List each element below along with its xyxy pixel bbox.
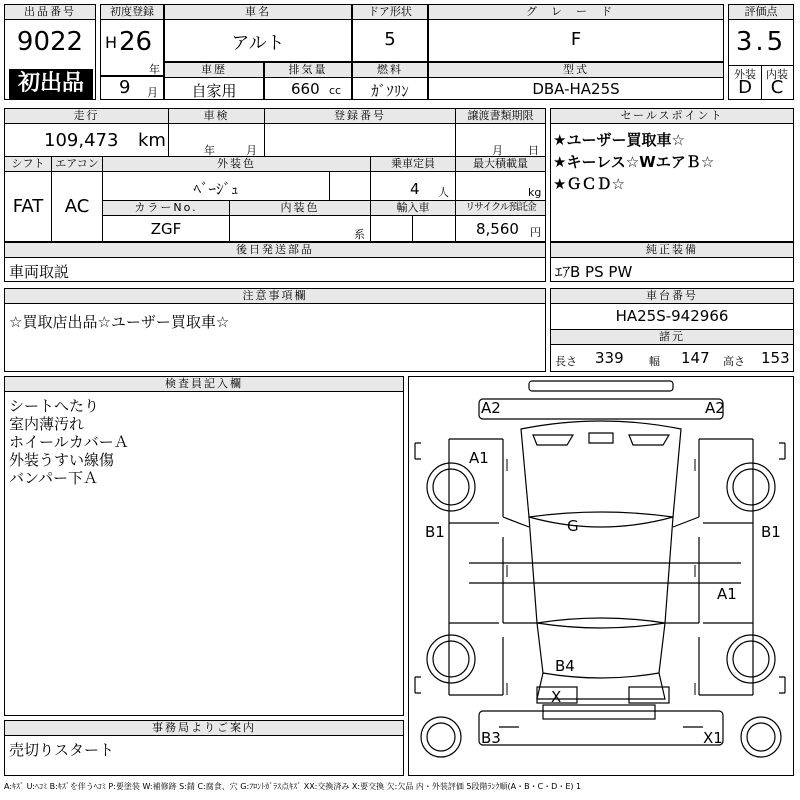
info-grid xyxy=(4,108,546,242)
fuel-value: ｶﾞｿﾘﾝ xyxy=(371,82,409,100)
later-parts-value: 車両取説 xyxy=(9,263,70,281)
office-header: 事務局よりご案内 xyxy=(5,721,403,736)
fuel-header: 燃料 xyxy=(353,63,427,78)
width-label: 幅 xyxy=(649,355,660,368)
score-box xyxy=(728,4,794,100)
history-box xyxy=(164,62,264,100)
inspector-header: 検査員記入欄 xyxy=(5,377,403,392)
inspector-box xyxy=(4,376,404,716)
car-outline-svg xyxy=(409,377,793,775)
inspector-line-4: 外装うすい線傷 xyxy=(9,451,115,469)
history-value: 自家用 xyxy=(191,82,237,100)
model-value: DBA-HA25S xyxy=(532,80,620,98)
transfer-month-unit: 月 xyxy=(492,144,503,157)
sales-point-line-3: ★ＧＣＤ☆ xyxy=(553,175,625,193)
notes-box xyxy=(4,288,546,372)
aircon-header: エアコン xyxy=(52,157,102,172)
mark-b4: B4 xyxy=(555,657,575,675)
displacement-header: 排気量 xyxy=(265,63,351,78)
inspector-line-5: バンパー下Ａ xyxy=(9,469,98,487)
dims-header: 諸元 xyxy=(551,330,793,345)
mark-a1-top: A1 xyxy=(469,449,489,467)
chassis-box xyxy=(550,288,794,372)
recycle-unit: 円 xyxy=(530,226,541,239)
displacement-value: 660 xyxy=(291,80,320,98)
lot-number: 9022 xyxy=(16,27,84,57)
sales-points-box xyxy=(550,108,794,242)
int-color-suffix: 系 xyxy=(354,228,365,241)
lot-header: 出品番号 xyxy=(5,5,95,20)
ext-score-value: D xyxy=(738,77,752,98)
ext-color-header: 外装色 xyxy=(103,157,370,172)
lot-box xyxy=(4,4,96,100)
mark-x-rear: X xyxy=(551,688,562,706)
recycle-value: 8,560 xyxy=(476,220,519,238)
max-load-unit: kg xyxy=(528,186,542,199)
mark-b3: B3 xyxy=(481,729,501,747)
mark-a2-right: A2 xyxy=(705,399,725,417)
ext-score-header: 外装 xyxy=(734,68,756,81)
score-value: 3.5 xyxy=(735,27,787,57)
reg-month-unit: 月 xyxy=(147,86,158,99)
color-no-header: カラーNo. xyxy=(103,201,229,216)
mark-b1-left: B1 xyxy=(425,523,445,541)
reg-number-header: 登録番号 xyxy=(265,109,455,124)
notes-value: ☆買取店出品☆ユーザー買取車☆ xyxy=(9,313,230,331)
grade-box xyxy=(428,4,724,62)
ext-color-value: ﾍﾞｰｼﾞｭ xyxy=(193,180,239,198)
int-color-header: 内装色 xyxy=(230,201,370,216)
mark-g: G xyxy=(567,517,579,535)
reg-year: 26 xyxy=(119,27,153,57)
length-label: 長さ xyxy=(555,355,577,368)
import-header: 輸入車 xyxy=(371,201,455,216)
era-label: H xyxy=(105,33,118,52)
history-header: 車歴 xyxy=(165,63,263,78)
car-name-box xyxy=(164,4,352,62)
inspector-line-2: 室内薄汚れ xyxy=(9,415,85,433)
notes-header: 注意事項欄 xyxy=(5,289,545,304)
reg-year-unit: 年 xyxy=(149,63,160,76)
displacement-box xyxy=(264,62,352,100)
reg-month: 9 xyxy=(119,77,131,98)
capacity-value: 4 xyxy=(410,180,420,198)
sales-point-line-1: ★ユーザー買取車☆ xyxy=(553,131,685,149)
color-no-value: ZGF xyxy=(150,220,182,238)
first-registration-header: 初度登録 xyxy=(101,5,163,20)
mileage-header: 走行 xyxy=(5,109,168,124)
model-header: 型式 xyxy=(429,63,723,78)
sales-point-line-2: ★キーレス☆WエアＢ☆ xyxy=(553,153,715,171)
int-score-value: C xyxy=(770,77,784,98)
later-parts-box xyxy=(4,242,546,282)
first-listing-badge: 初出品 xyxy=(9,69,93,99)
mark-a1-right: A1 xyxy=(717,585,737,603)
equipment-box xyxy=(550,242,794,282)
inspection-year-unit: 年 xyxy=(204,144,215,157)
mileage-unit: km xyxy=(138,130,166,151)
door-header: ドア形状 xyxy=(353,5,427,20)
equipment-value: ｴｱB PS PW xyxy=(555,263,633,281)
first-registration-month xyxy=(100,76,164,100)
transfer-day-unit: 日 xyxy=(528,144,539,157)
equipment-header: 純正装備 xyxy=(551,243,793,258)
int-score-header: 内装 xyxy=(766,68,788,81)
model-box xyxy=(428,62,724,100)
inspection-month-unit: 月 xyxy=(246,144,257,157)
door-box xyxy=(352,4,428,62)
shift-value: FAT xyxy=(12,196,44,217)
transfer-header: 譲渡書類期限 xyxy=(456,109,545,124)
mark-a2-left: A2 xyxy=(481,399,501,417)
aircon-value: AC xyxy=(64,196,90,217)
mark-b1-right: B1 xyxy=(761,523,781,541)
grade-value: F xyxy=(570,29,582,50)
car-name-value: アルト xyxy=(231,33,285,54)
height-label: 高さ xyxy=(723,355,745,368)
max-load-header: 最大積載量 xyxy=(456,157,545,172)
shift-header: シフト xyxy=(5,157,51,172)
capacity-unit: 人 xyxy=(438,186,449,199)
mark-x1: X1 xyxy=(703,729,723,747)
recycle-header: リサイクル預託金 xyxy=(456,201,545,216)
width-value: 147 xyxy=(681,349,710,367)
door-value: 5 xyxy=(384,29,396,50)
grade-header: グレード xyxy=(429,5,723,20)
score-header: 評価点 xyxy=(729,5,793,20)
length-value: 339 xyxy=(595,349,624,367)
height-value: 153 xyxy=(761,349,790,367)
office-value: 売切りスタート xyxy=(9,741,115,759)
inspection-header: 車検 xyxy=(169,109,264,124)
later-parts-header: 後日発送部品 xyxy=(5,243,545,258)
capacity-header: 乗車定員 xyxy=(371,157,455,172)
office-box xyxy=(4,720,404,776)
chassis-value: HA25S-942966 xyxy=(615,307,729,325)
sales-points-header: セールスポイント xyxy=(551,109,793,124)
car-name-header: 車名 xyxy=(165,5,351,20)
car-diagram xyxy=(408,376,794,776)
mileage-value: 109,473 xyxy=(44,130,119,151)
inspector-line-3: ホイールカバーＡ xyxy=(9,433,129,451)
first-registration-box xyxy=(100,4,164,76)
inspector-line-1: シートへたり xyxy=(9,397,100,415)
fuel-box xyxy=(352,62,428,100)
displacement-unit: cc xyxy=(329,84,342,97)
legend-text: A:ｷｽﾞ U:ﾍｺﾐ B:ｷｽﾞを伴うﾍｺﾐ P:要塗装 W:補修跡 S:錆 C:腐食、穴 G:ﾌﾛﾝﾄｶﾞﾗｽ点ｷｽﾞ XX:交換済み X:要交換 欠:欠品 内・外装評価 5段階ﾗﾝｸ順(A・B・C・D・E) 1 xyxy=(4,782,582,791)
chassis-header: 車台番号 xyxy=(551,289,793,304)
